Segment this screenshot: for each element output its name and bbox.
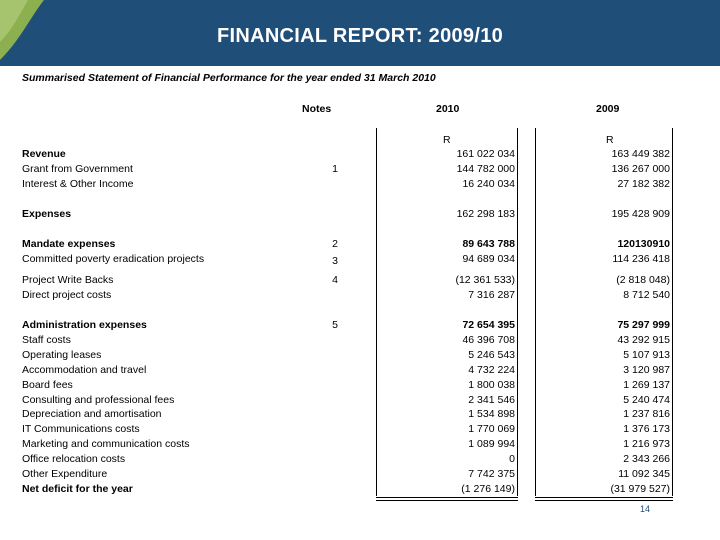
list-item-label: Direct project costs [22,289,112,301]
list-item-value-2010: 94 689 034 [462,253,515,265]
list-item-value-2009: 1 376 173 [623,423,670,435]
list-item-label: Depreciation and amortisation [22,408,162,420]
list-item-value-2009: (2 818 048) [616,274,670,286]
list-item-value-2009: 5 240 474 [623,394,670,406]
list-item-value-2010: 1 800 038 [468,379,515,391]
list-item-value-2010: 5 246 543 [468,349,515,361]
list-item-value-2009: 2 343 266 [623,453,670,465]
list-item-label: Consulting and professional fees [22,394,175,406]
list-item-value-2010: 4 732 224 [468,364,515,376]
year-2010-column-header: 2010 [436,103,460,115]
mandate-total-2009: 120130910 [617,238,670,250]
list-item-note: 4 [332,274,338,286]
list-item-value-2010: 46 396 708 [462,334,515,346]
mandate-total-2010: 89 643 788 [462,238,515,250]
currency-2010: R [443,134,451,146]
list-item-value-2009: 1 237 816 [623,408,670,420]
currency-2009: R [606,134,614,146]
year-2009-column-header: 2009 [596,103,620,115]
admin-expenses-label: Administration expenses [22,319,147,331]
page-title: FINANCIAL REPORT: 2009/10 [216,25,504,47]
list-item-label: IT Communications costs [22,423,140,435]
list-item-value-2009: 43 292 915 [617,334,670,346]
revenue-total-2009: 163 449 382 [611,148,670,160]
total-underline [535,500,673,501]
list-item-label: Project Write Backs [22,274,114,286]
list-item-label: Interest & Other Income [22,178,134,190]
column-divider [535,128,536,496]
expenses-total-2010: 162 298 183 [456,208,515,220]
column-divider [517,128,518,496]
list-item-value-2009: 1 216 973 [623,438,670,450]
list-item-label: Grant from Government [22,163,133,175]
mandate-note: 2 [332,238,338,250]
list-item-value-2010: 7 742 375 [468,468,515,480]
list-item-label: Committed poverty eradication projects [22,253,205,265]
page-number: 14 [640,504,651,514]
list-item-value-2010: 1 089 994 [468,438,515,450]
list-item-value-2010: 2 341 546 [468,394,515,406]
list-item-value-2010: 1 534 898 [468,408,515,420]
list-item-value-2009: 136 267 000 [611,163,670,175]
expenses-total-2009: 195 428 909 [611,208,670,220]
total-underline [376,497,518,498]
list-item-value-2010: 0 [509,453,515,465]
column-divider [672,128,673,496]
list-item-label: Other Expenditure [22,468,108,480]
list-item-label: Marketing and communication costs [22,438,190,450]
admin-note: 5 [332,319,338,331]
list-item-label: Staff costs [22,334,71,346]
list-item-value-2009: 3 120 987 [623,364,670,376]
net-deficit-2009: (31 979 527) [610,483,670,495]
column-divider [376,128,377,496]
list-item-value-2009: 27 182 382 [617,178,670,190]
list-item-value-2010: (12 361 533) [455,274,515,286]
revenue-total-2010: 161 022 034 [456,148,515,160]
list-item-label: Office relocation costs [22,453,126,465]
total-underline [376,500,518,501]
total-underline [535,497,673,498]
list-item-value-2009: 114 236 418 [612,253,670,265]
admin-total-2009: 75 297 999 [617,319,670,331]
list-item-value-2009: 5 107 913 [623,349,670,361]
list-item-value-2009: 1 269 137 [623,379,670,391]
list-item-value-2009: 11 092 345 [618,468,670,480]
net-deficit-2010: (1 276 149) [461,483,515,495]
list-item-value-2010: 16 240 034 [462,178,515,190]
list-item-label: Board fees [22,379,73,391]
list-item-value-2010: 7 316 287 [468,289,515,301]
notes-column-header: Notes [302,103,332,115]
net-deficit-label: Net deficit for the year [22,483,133,495]
list-item-label: Operating leases [22,349,102,361]
list-item-value-2010: 144 782 000 [456,163,515,175]
expenses-label: Expenses [22,208,72,220]
mandate-expenses-label: Mandate expenses [22,238,116,250]
list-item-note: 1 [332,163,338,175]
list-item-value-2009: 8 712 540 [623,289,670,301]
list-item-note: 3 [332,255,338,267]
admin-total-2010: 72 654 395 [462,319,515,331]
list-item-label: Accommodation and travel [22,364,147,376]
statement-subtitle: Summarised Statement of Financial Performance for the year ended 31 March 2010 [22,72,436,84]
revenue-label: Revenue [22,148,66,160]
list-item-value-2010: 1 770 069 [468,423,515,435]
